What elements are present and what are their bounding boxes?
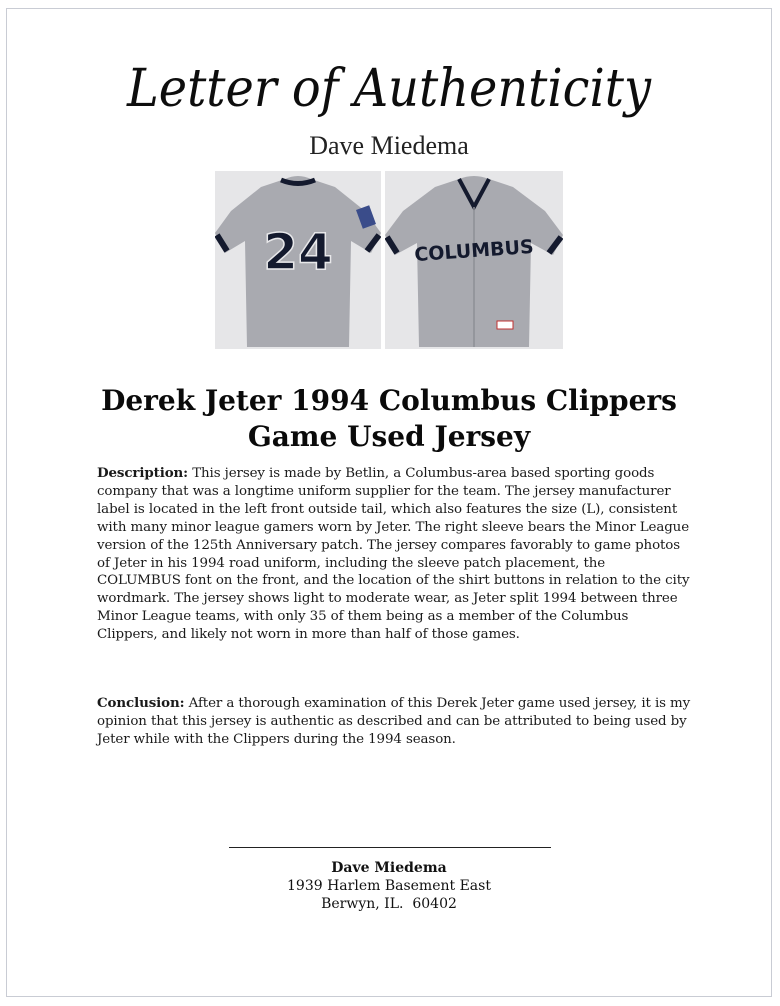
heading-line-1: Derek Jeter 1994 Columbus Clippers	[101, 384, 677, 417]
description-text: This jersey is made by Betlin, a Columbus-area based sporting goods company that was a longtime uniform supplier for the team. The jersey manufacturer label is located in the left front outside tail, which also features the size (L), consistent with many minor league gamers worn by Jeter. The right sleeve bears the Minor League version of the 125th Anniversary patch. The jersey compares favorably to game photos of Jeter in his 1994 road uniform, including the sleeve patch placement, the COLUMBUS font on the front, and the location of the shirt buttons in relation to the city wordmark. The jersey shows light to moderate wear, as Jeter split 1994 between three Minor League teams, with only 35 of them being as a member of the Columbus Clippers, and likely not worn in more than half of those games.	[97, 466, 690, 643]
description-paragraph	[97, 465, 691, 644]
address-line-1: 1939 Harlem Basement East	[287, 878, 491, 894]
letter-page	[6, 8, 772, 997]
address-line-2: Berwyn, IL. 60402	[321, 896, 457, 912]
jersey-photos	[215, 171, 563, 349]
conclusion-label: Conclusion:	[97, 695, 185, 711]
jersey-front-photo	[385, 171, 563, 349]
description-label: Description:	[97, 465, 189, 481]
jersey-back-photo	[215, 171, 381, 349]
letter-title: Letter of Authenticity	[126, 59, 652, 119]
conclusion-paragraph	[97, 695, 691, 749]
signature-block	[7, 859, 771, 913]
conclusion-text: After a thorough examination of this Derek Jeter game used jersey, it is my opinion that this jersey is authentic as described and can be attributed to being used by Jeter while with the Clippers during the 1994 season.	[97, 696, 691, 747]
jersey-number: 24	[263, 223, 333, 281]
heading-line-2: Game Used Jersey	[247, 420, 531, 453]
jersey-wordmark: COLUMBUS	[413, 235, 535, 267]
author-name: Dave Miedema	[309, 131, 469, 160]
item-heading	[7, 383, 771, 455]
signer-name: Dave Miedema	[331, 860, 447, 876]
signature-line	[229, 847, 551, 848]
